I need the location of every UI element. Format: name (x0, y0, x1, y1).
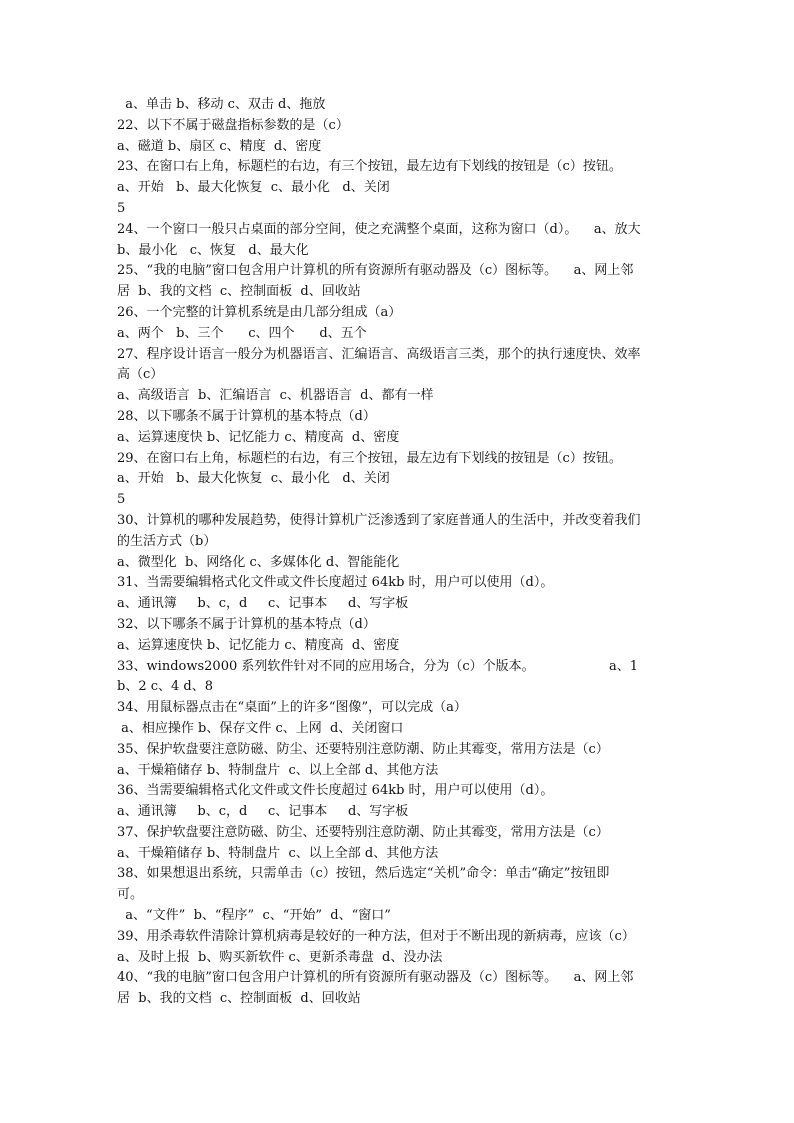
option-line: a、两个 b、三个 c、四个 d、五个 (117, 325, 367, 341)
option-line: 居 b、我的文档 c、控制面板 d、回收站 (117, 991, 361, 1007)
option-line: a、及时上报 b、购买新软件 c、更新杀毒盘 d、没办法 (117, 949, 443, 965)
question-line: 31、当需要编辑格式化文件或文件长度超过 64kb 时，用户可以使用（d）。 (117, 575, 554, 591)
question-line: 38、如果想退出系统，只需单击（c）按钮，然后选定“关机”命令：单击“确定”按钮即 (117, 866, 610, 882)
option-line: a、开始 b、最大化恢复 c、最小化 d、关闭 (117, 471, 390, 487)
question-line: 27、程序设计语言一般分为机器语言、汇编语言、高级语言三类，那个的执行速度快、效率 (117, 346, 641, 362)
question-line: 的生活方式（b） (117, 533, 217, 549)
option-line: a、“文件” b、“程序” c、“开始” d、“窗口” (117, 908, 391, 924)
question-line: 28、以下哪条不属于计算机的基本特点（d） (117, 408, 376, 424)
question-line: 高（c） (117, 367, 164, 383)
option-line: a、运算速度快 b、记忆能力 c、精度高 d、密度 (117, 429, 400, 445)
question-line: 34、用鼠标器点击在“桌面”上的许多“图像”，可以完成（a） (117, 700, 467, 716)
question-line: 22、以下不属于磁盘指标参数的是（c） (117, 117, 349, 133)
document-page (117, 95, 679, 1010)
option-line: a、通讯簿 b、c，d c、记事本 d、写字板 (117, 596, 409, 612)
question-line: 25、“我的电脑”窗口包含用户计算机的所有资源所有驱动器及（c）图标等。 a、网上邻 (117, 263, 634, 279)
question-line: 37、保护软盘要注意防磁、防尘、还要特别注意防潮、防止其霉变，常用方法是（c） (117, 824, 609, 840)
question-line: 39、用杀毒软件清除计算机病毒是较好的一种方法，但对于不断出现的新病毒，应该（c） (117, 928, 635, 944)
question-line: 33、windows2000 系列软件针对不同的应用场合，分为（c）个版本。 a、1 (117, 658, 639, 674)
option-line: a、干燥箱储存 b、特制盘片 c、以上全部 d、其他方法 (117, 845, 439, 861)
question-line: 32、以下哪条不属于计算机的基本特点（d） (117, 616, 376, 632)
question-line: 40、“我的电脑”窗口包含用户计算机的所有资源所有驱动器及（c）图标等。 a、网上邻 (117, 970, 634, 986)
option-line: b、2 c、4 d、8 (117, 679, 214, 695)
question-line: 35、保护软盘要注意防磁、防尘、还要特别注意防潮、防止其霉变，常用方法是（c） (117, 741, 609, 757)
question-line: 23、在窗口右上角，标题栏的右边，有三个按钮，最左边有下划线的按钮是（c）按钮。 (117, 159, 622, 175)
question-line: 36、当需要编辑格式化文件或文件长度超过 64kb 时，用户可以使用（d）。 (117, 783, 554, 799)
question-line: 24、一个窗口一般只占桌面的部分空间，使之充满整个桌面，这称为窗口（d）。 a、放大 (117, 221, 641, 237)
text-line: a、单击 b、移动 c、双击 d、拖放 (117, 97, 326, 112)
option-line: 居 b、我的文档 c、控制面板 d、回收站 (117, 284, 361, 300)
option-line: a、通讯簿 b、c，d c、记事本 d、写字板 (117, 804, 409, 820)
question-line: 29、在窗口右上角，标题栏的右边，有三个按钮，最左边有下划线的按钮是（c）按钮。 (117, 450, 622, 466)
question-line: 30、计算机的哪种发展趋势，使得计算机广泛渗透到了家庭普通人的生活中，并改变着我们 (117, 512, 641, 528)
option-line: b、最小化 c、恢复 d、最大化 (117, 242, 309, 258)
option-line: a、相应操作 b、保存文件 c、上网 d、关闭窗口 (117, 720, 404, 736)
option-line: a、磁道 b、扇区 c、精度 d、密度 (117, 138, 322, 154)
option-line: a、运算速度快 b、记忆能力 c、精度高 d、密度 (117, 637, 400, 653)
option-line: a、微型化 b、网络化 c、多媒体化 d、智能能化 (117, 554, 400, 570)
question-line: 26、一个完整的计算机系统是由几部分组成（a） (117, 304, 402, 320)
option-line: a、干燥箱储存 b、特制盘片 c、以上全部 d、其他方法 (117, 762, 439, 778)
text-line: 5 (117, 200, 126, 216)
question-line: 可。 (117, 887, 144, 903)
option-line: a、高级语言 b、汇编语言 c、机器语言 d、都有一样 (117, 388, 434, 404)
text-line: 5 (117, 492, 126, 508)
option-line: a、开始 b、最大化恢复 c、最小化 d、关闭 (117, 180, 390, 196)
